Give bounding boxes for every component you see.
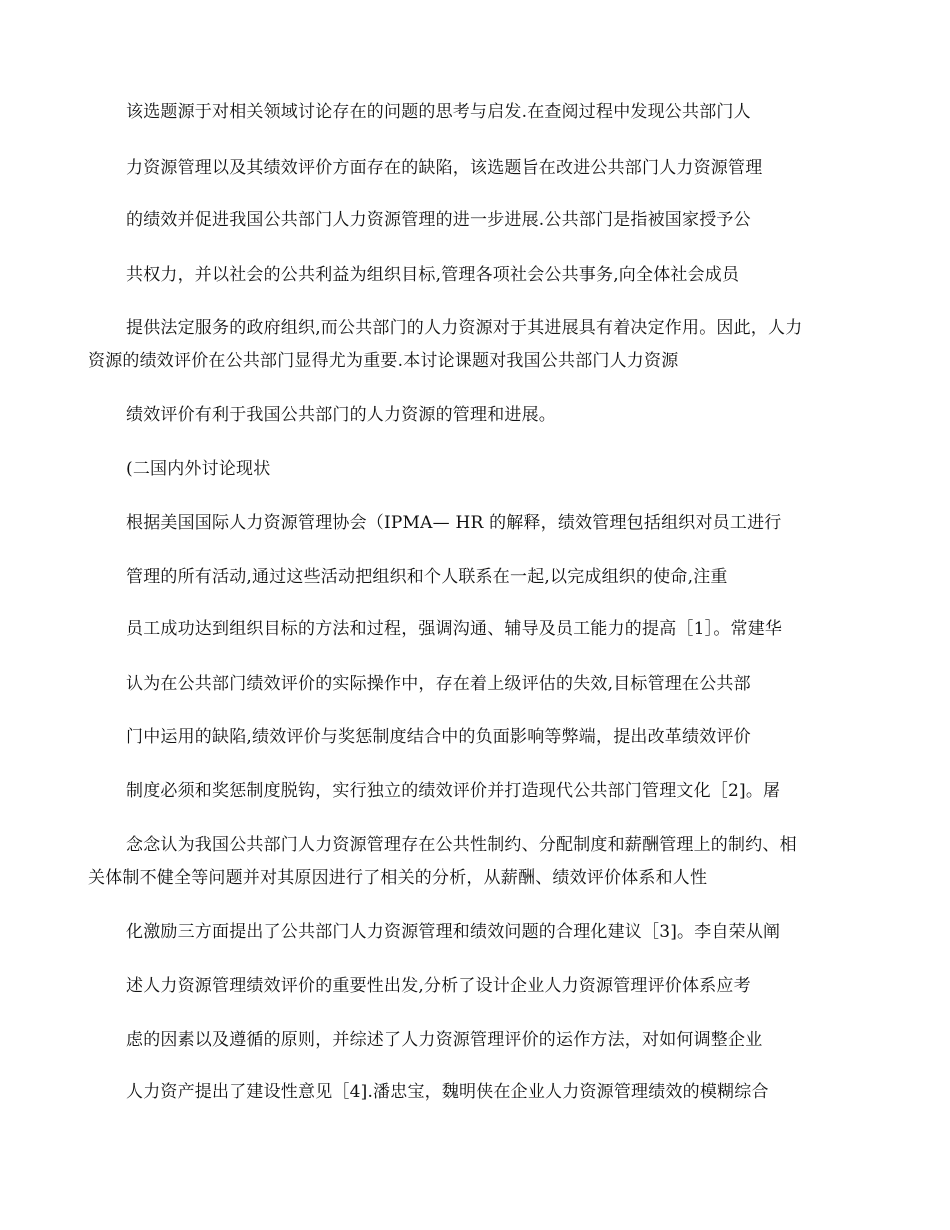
- body-text-line: 员工成功达到组织目标的方法和过程，强调沟通、辅导及员工能力的提高［1］。常建华: [126, 619, 783, 639]
- body-text-line: 门中运用的缺陷,绩效评价与奖惩制度结合中的负面影响等弊端，提出改革绩效评价: [126, 727, 751, 747]
- body-text-line: 资源的绩效评价在公共部门显得尤为重要.本讨论课题对我国公共部门人力资源: [88, 351, 679, 371]
- body-text-line: 根据美国国际人力资源管理协会（IPMA— HR 的解释，绩效管理包括组织对员工进行: [126, 513, 782, 533]
- body-text-line: 共权力，并以社会的公共利益为组织目标,管理各项社会公共事务,向全体社会成员: [126, 265, 740, 285]
- body-text-line: 人力资产提出了建设性意见［4].潘忠宝，魏明侠在企业人力资源管理绩效的模糊综合: [126, 1082, 769, 1102]
- body-text-line: 虑的因素以及遵循的原则，并综述了人力资源管理评价的运作方法，对如何调整企业: [126, 1030, 763, 1050]
- body-text-line: 化激励三方面提出了公共部门人力资源管理和绩效问题的合理化建议［3]。李自荣从阐: [126, 922, 781, 942]
- body-text-line: 述人力资源管理绩效评价的重要性出发,分析了设计企业人力资源管理评价体系应考: [126, 976, 751, 996]
- body-text-line: 认为在公共部门绩效评价的实际操作中，存在着上级评估的失效,目标管理在公共部: [126, 674, 751, 694]
- body-text-line: 关体制不健全等问题并对其原因进行了相关的分析，从薪酬、绩效评价体系和人性: [88, 868, 708, 888]
- body-text-line: 的绩效并促进我国公共部门人力资源管理的进一步进展.公共部门是指被国家授予公: [126, 210, 751, 230]
- body-text-line: 管理的所有活动,通过这些活动把组织和个人联系在一起,以完成组织的使命,注重: [126, 567, 728, 587]
- body-text-line: 制度必须和奖惩制度脱钩，实行独立的绩效评价并打造现代公共部门管理文化［2]。屠: [126, 781, 781, 801]
- body-text-line: 提供法定服务的政府组织,而公共部门的人力资源对于其进展具有着决定作用。因此，人力: [126, 318, 803, 338]
- body-text-line: 该选题源于对相关领域讨论存在的问题的思考与启发.在查阅过程中发现公共部门人: [126, 102, 751, 122]
- body-text-line: 力资源管理以及其绩效评价方面存在的缺陷，该选题旨在改进公共部门人力资源管理: [126, 158, 763, 178]
- body-text-line: 念念认为我国公共部门人力资源管理存在公共性制约、分配制度和薪酬管理上的制约、相: [126, 835, 797, 855]
- body-text-line: 绩效评价有利于我国公共部门的人力资源的管理和进展。: [126, 405, 556, 425]
- section-heading: (二国内外讨论现状: [126, 459, 271, 479]
